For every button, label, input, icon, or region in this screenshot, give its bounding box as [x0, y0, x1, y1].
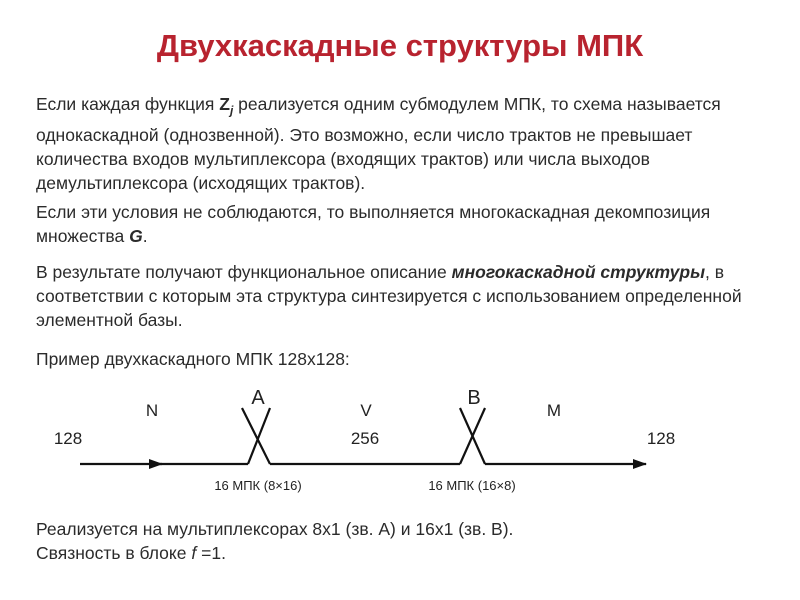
p3-pre: В результате получают функциональное описание — [36, 262, 452, 282]
p1-var: $Z_j$ — [219, 94, 234, 118]
paragraph-result — [36, 260, 756, 332]
label-n: N — [145, 401, 159, 420]
paragraph-multistage — [36, 200, 756, 248]
stage-b-cross — [460, 408, 485, 464]
right-value: 128 — [646, 429, 676, 448]
p5-line1: Реализуется на мультиплексорах 8х1 (зв. А) и 16х1 (зв. В). — [36, 519, 514, 539]
stage-a-cross — [242, 408, 270, 464]
p1-post: реализуется одним субмодулем МПК, то схема называется однокаскадной (однозвенной). Это возможно, если число трактов не превышает количества входов мультиплексора (входящих трактов) или числа выходов демультиплексора (исходящих трактов). — [36, 94, 721, 193]
two-stage-diagram — [0, 380, 800, 510]
caption-b: 16 МПК (16×8) — [428, 478, 516, 493]
p2-var: G — [129, 226, 143, 246]
label-m: M — [546, 401, 562, 420]
p2-post: . — [142, 226, 148, 246]
p3-highlight: многокаскадной структуры — [451, 262, 706, 282]
stage-a-label: A — [251, 387, 265, 409]
stage-b-label: B — [467, 387, 481, 409]
p5-line2-var: f — [191, 543, 197, 563]
left-value: 128 — [53, 429, 83, 448]
p2-pre: Если эти условия не соблюдаются, то выполняется многокаскадная декомпозиция множества — [36, 202, 711, 246]
p5-line2-pre: Связность в блоке — [36, 543, 192, 563]
page-title: Двухкаскадные структуры МПК — [156, 28, 644, 63]
label-v: V — [360, 401, 372, 420]
example-heading: Пример двухкаскадного МПК 128х128: — [36, 349, 350, 369]
caption-a: 16 МПК (8×16) — [214, 478, 302, 493]
p5-line2-post: =1. — [196, 543, 226, 563]
mid-value: 256 — [350, 429, 380, 448]
p1-pre: Если каждая функция — [36, 94, 220, 114]
p3-post: , в соответствии с которым эта структура синтезируется с использованием определенной элементной базы. — [36, 262, 742, 330]
paragraph-implementation — [36, 517, 756, 565]
paragraph-single-stage — [36, 92, 756, 195]
